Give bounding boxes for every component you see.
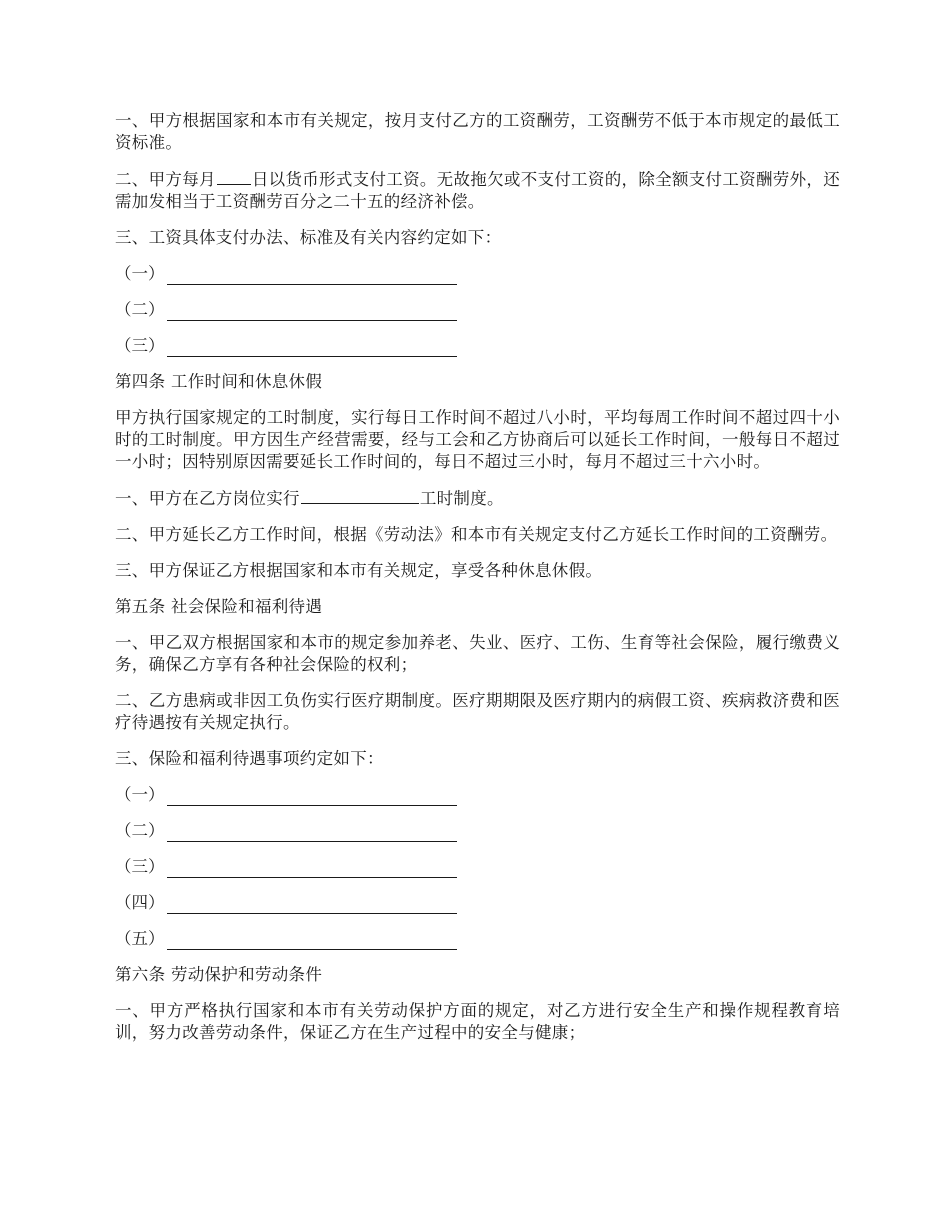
wage-item-blank[interactable] [167,302,457,321]
document-page [115,110,840,1058]
article-5-clause-3: 三、保险和福利待遇事项约定如下： [115,749,384,768]
article-4-clause-1-lead: 一、甲方在乙方岗位实行 [115,489,300,508]
insurance-item-row [115,784,840,806]
insurance-item-row [115,856,840,878]
article-4-clause-2: 二、甲方延长乙方工作时间，根据《劳动法》和本市有关规定支付乙方延长工作时间的工资酬劳。 [115,525,838,544]
article-4-clause-1 [115,487,840,510]
wage-item-number: （二） [115,300,165,319]
article-6-clause-1: 一、甲方严格执行国家和本市有关劳动保护方面的规定，对乙方进行安全生产和操作规程教育培训，努力改善劳动条件，保证乙方在生产过程中的安全与健康； [115,1001,840,1042]
insurance-item-number: （五） [115,929,165,948]
pay-day-blank[interactable] [217,168,251,185]
wage-item-row [115,263,840,285]
wage-clause-3: 三、工资具体支付办法、标准及有关内容约定如下： [115,228,502,247]
wage-clause-2-lead: 二、甲方每月 [115,170,216,189]
wage-item-number: （三） [115,336,165,355]
insurance-item-row [115,892,840,914]
article-5-heading: 第五条 社会保险和福利待遇 [115,597,323,616]
article-4-clause-1-rest: 工时制度。 [419,489,504,508]
insurance-item-row [115,820,840,842]
article-4-heading: 第四条 工作时间和休息休假 [115,372,323,391]
insurance-item-blank[interactable] [167,787,457,806]
wage-item-blank[interactable] [167,266,457,285]
insurance-item-number: （四） [115,893,165,912]
insurance-item-number: （二） [115,821,165,840]
insurance-item-blank[interactable] [167,823,457,842]
wage-clause-2 [115,168,840,213]
insurance-item-blank[interactable] [167,931,457,950]
insurance-item-number: （一） [115,785,165,804]
work-hour-system-blank[interactable] [301,487,419,504]
article-5-clause-2: 二、乙方患病或非因工负伤实行医疗期制度。医疗期期限及医疗期内的病假工资、疾病救济费和医疗待遇按有关规定执行。 [115,691,840,732]
article-5-clause-1: 一、甲乙双方根据国家和本市的规定参加养老、失业、医疗、工伤、生育等社会保险，履行缴费义务，确保乙方享有各种社会保险的权利； [115,633,840,674]
wage-clause-2-rest: 日以货币形式支付工资。无故拖欠或不支付工资的，除全额支付工资酬劳外，还需加发相当于工资酬劳百分之二十五的经济补偿。 [115,170,840,211]
insurance-item-number: （三） [115,857,165,876]
article-4-intro: 甲方执行国家规定的工时制度，实行每日工作时间不超过八小时，平均每周工作时间不超过四十小时的工时制度。甲方因生产经营需要，经与工会和乙方协商后可以延长工作时间，一般每日不超过一小时；因特别原因需要延长工作时间的，每日不超过三小时，每月不超过三十六小时。 [115,408,840,471]
wage-item-row [115,299,840,321]
insurance-item-blank[interactable] [167,859,457,878]
wage-item-blank[interactable] [167,338,457,357]
insurance-item-row [115,928,840,950]
wage-item-row [115,335,840,357]
article-4-clause-3: 三、甲方保证乙方根据国家和本市有关规定，享受各种休息休假。 [115,561,603,580]
article-6-heading: 第六条 劳动保护和劳动条件 [115,965,323,984]
wage-clause-1: 一、甲方根据国家和本市有关规定，按月支付乙方的工资酬劳，工资酬劳不低于本市规定的最低工资标准。 [115,111,840,152]
insurance-item-blank[interactable] [167,895,457,914]
wage-item-number: （一） [115,264,165,283]
